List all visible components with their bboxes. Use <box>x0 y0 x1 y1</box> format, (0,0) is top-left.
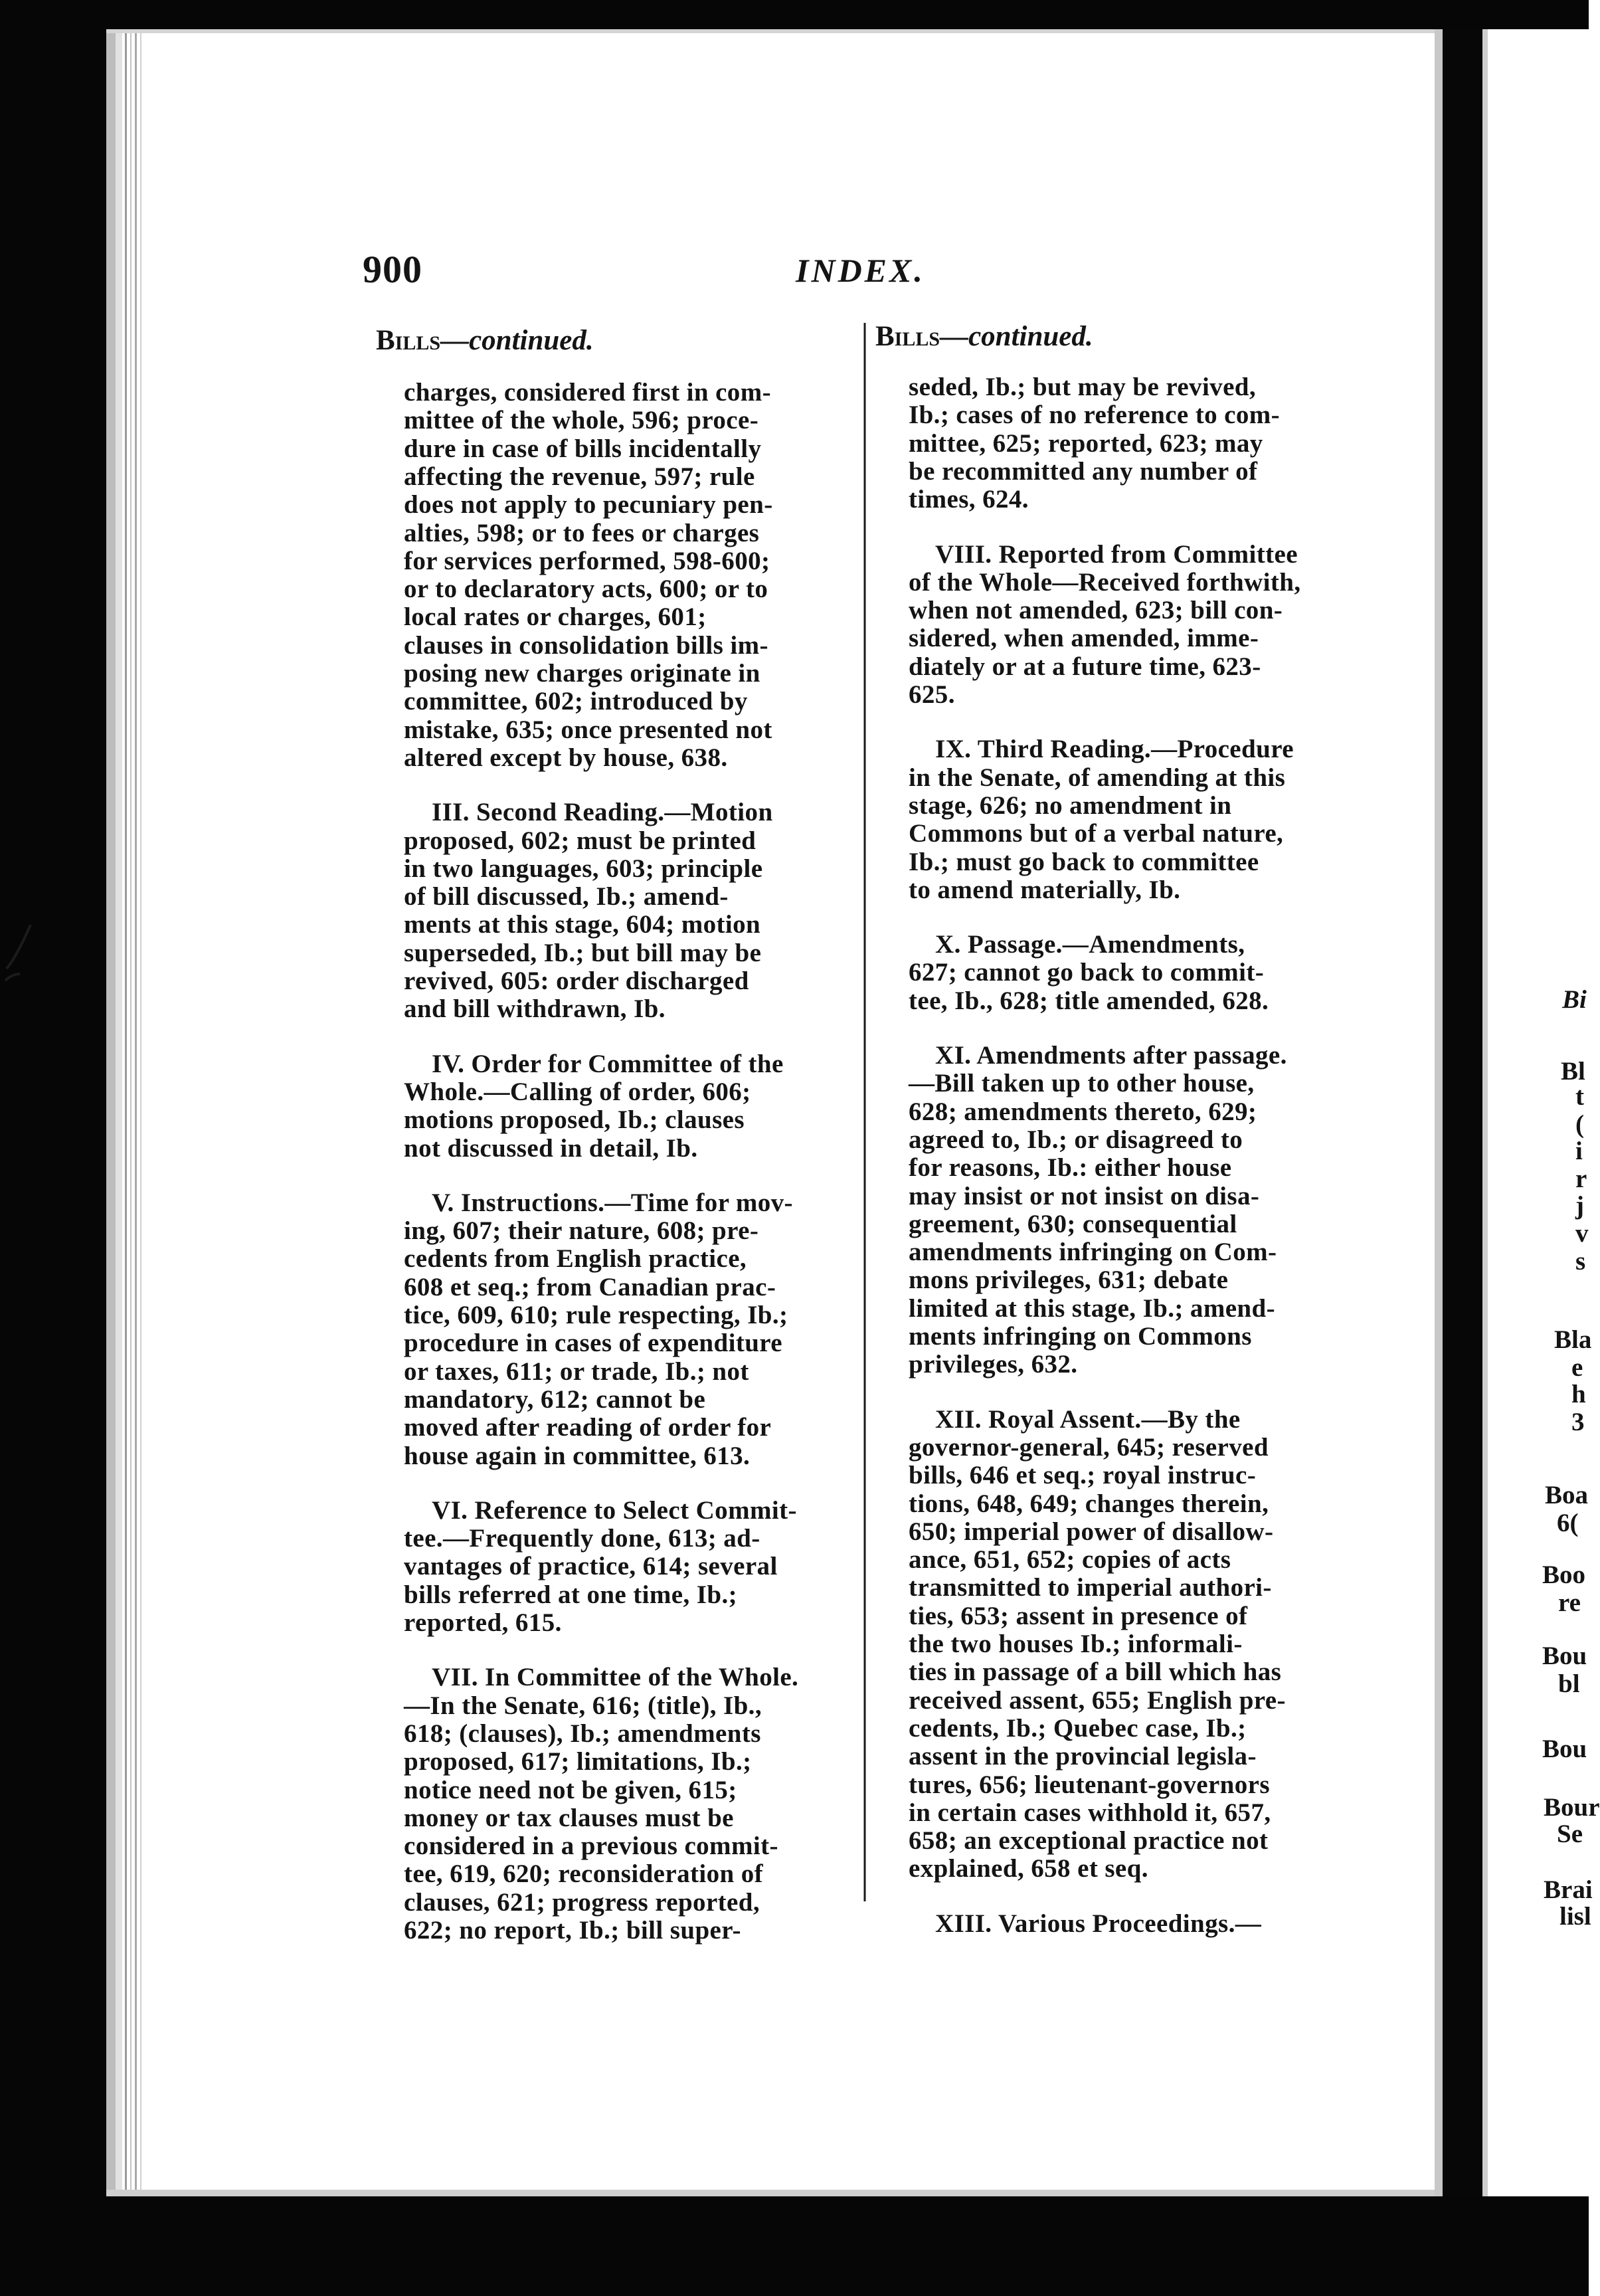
left-column-line: mistake, 635; once presented not <box>404 715 772 744</box>
left-column-line: VI. Reference to Select Commit- <box>432 1495 797 1525</box>
left-column-line: VII. In Committee of the Whole. <box>432 1663 799 1692</box>
right-column-line: the two houses Ib.; informali- <box>909 1630 1243 1658</box>
right-column-line: privileges, 632. <box>909 1350 1078 1379</box>
right-column-line: in certain cases withhold it, 657, <box>909 1798 1271 1827</box>
left-dark-border <box>0 0 106 2296</box>
facing-page-fragment: bl <box>1558 1670 1580 1698</box>
right-column-line: may insist or not insist on disa- <box>909 1181 1260 1210</box>
facing-page-fragment: Boo <box>1542 1561 1586 1589</box>
right-column-line: XII. Royal Assent.—By the <box>935 1404 1241 1434</box>
left-column-line: bills referred at one time, Ib.; <box>404 1580 738 1609</box>
left-column-line: or taxes, 611; or trade, Ib.; not <box>404 1357 749 1386</box>
left-column-line: charges, considered first in com- <box>404 378 771 407</box>
facing-page-fragment: j <box>1575 1191 1584 1220</box>
right-column-line: stage, 626; no amendment in <box>909 791 1232 820</box>
left-column-line: superseded, Ib.; but bill may be <box>404 938 762 967</box>
facing-page-fragment: Brai <box>1544 1875 1593 1904</box>
facing-page-fragment: r <box>1575 1165 1587 1193</box>
top-dark-border <box>0 0 1589 29</box>
right-column-line: tures, 656; lieutenant-governors <box>909 1770 1270 1799</box>
right-column-line: —Bill taken up to other house, <box>909 1069 1255 1098</box>
left-column-line: committee, 602; introduced by <box>404 687 748 716</box>
right-column-line: transmitted to imperial authori- <box>909 1573 1272 1602</box>
left-column-line: of bill discussed, Ib.; amend- <box>404 882 729 911</box>
right-column-line: of the Whole—Received forthwith, <box>909 567 1301 597</box>
left-column-line: alties, 598; or to fees or charges <box>404 518 760 547</box>
right-column-line: 625. <box>909 680 955 709</box>
facing-page-fragment: s <box>1575 1247 1586 1276</box>
left-column-line: considered in a previous commit- <box>404 1832 778 1861</box>
left-column-line: ments at this stage, 604; motion <box>404 910 761 939</box>
right-column-line: seded, Ib.; but may be revived, <box>909 373 1257 401</box>
page-number: 900 <box>363 248 422 291</box>
facing-page-fragment: t <box>1575 1082 1584 1111</box>
left-running-head <box>376 324 594 357</box>
right-column-line: ments infringing on Commons <box>909 1322 1252 1351</box>
right-column-line: agreed to, Ib.; or disagreed to <box>909 1125 1243 1154</box>
right-column-line: diately or at a future time, 623- <box>909 652 1261 681</box>
right-column-line: explained, 658 et seq. <box>909 1854 1148 1883</box>
left-column-line: or to declaratory acts, 600; or to <box>404 575 768 604</box>
left-column-line: IV. Order for Committee of the <box>432 1049 784 1078</box>
facing-page-fragment: i <box>1575 1137 1583 1165</box>
left-column-line: tice, 609, 610; rule respecting, Ib.; <box>404 1301 788 1329</box>
left-column-line: revived, 605: order discharged <box>404 967 749 995</box>
facing-page-fragment: h <box>1571 1380 1586 1408</box>
right-column-line: 658; an exceptional practice not <box>909 1826 1269 1856</box>
left-column-line: for services performed, 598-600; <box>404 546 770 575</box>
right-column-line: for reasons, Ib.: either house <box>909 1153 1232 1183</box>
right-column-line: 627; cannot go back to commit- <box>909 958 1265 987</box>
left-column-line: proposed, 602; must be printed <box>404 826 756 855</box>
left-column-line: 608 et seq.; from Canadian prac- <box>404 1272 776 1301</box>
left-column-line: ing, 607; their nature, 608; pre- <box>404 1216 759 1246</box>
right-column-line: sidered, when amended, imme- <box>909 624 1259 653</box>
right-column-line: Ib.; must go back to committee <box>909 847 1259 876</box>
left-column-line: mittee of the whole, 596; proce- <box>404 406 759 435</box>
right-column-line: X. Passage.—Amendments, <box>935 930 1245 959</box>
right-running-head <box>875 320 1093 353</box>
right-column-line: cedents, Ib.; Quebec case, Ib.; <box>909 1713 1247 1743</box>
facing-page-fragment: Bou <box>1542 1642 1587 1670</box>
right-column-line: ties in passage of a bill which has <box>909 1658 1282 1687</box>
facing-page-fragment: Bl <box>1561 1057 1585 1086</box>
left-column-line: clauses, 621; progress reported, <box>404 1887 760 1917</box>
left-column-line: tee, 619, 620; reconsideration of <box>404 1860 764 1889</box>
right-column-line: limited at this stage, Ib.; amend- <box>909 1293 1276 1323</box>
left-column-line: procedure in cases of expenditure <box>404 1329 783 1358</box>
right-column-line: greement, 630; consequential <box>909 1209 1237 1238</box>
right-column-line: VIII. Reported from Committee <box>935 539 1298 569</box>
left-column-line: notice need not be given, 615; <box>404 1775 737 1804</box>
right-column-line: times, 624. <box>909 485 1029 514</box>
facing-page-fragment: lisl <box>1559 1902 1591 1931</box>
right-column-line: governor-general, 645; reserved <box>909 1432 1269 1462</box>
left-column-line: local rates or charges, 601; <box>404 603 707 632</box>
facing-page-fragment: Boa <box>1545 1481 1589 1509</box>
left-column-line: reported, 615. <box>404 1608 562 1637</box>
right-column-line: 650; imperial power of disallow- <box>909 1517 1274 1546</box>
left-column-line: —In the Senate, 616; (title), Ib., <box>404 1691 762 1720</box>
right-column-line: in the Senate, of amending at this <box>909 763 1286 792</box>
left-column-line: clauses in consolidation bills im- <box>404 630 768 660</box>
right-column-line: be recommitted any number of <box>909 456 1258 486</box>
facing-page-fragment: v <box>1575 1219 1589 1248</box>
right-column-line: ties, 653; assent in presence of <box>909 1601 1248 1630</box>
facing-page-fragment: 6( <box>1557 1509 1579 1537</box>
facing-page-fragment: Bour <box>1544 1793 1600 1822</box>
right-column-line: to amend materially, Ib. <box>909 875 1181 904</box>
facing-page-fragment: Bla <box>1554 1325 1592 1354</box>
left-column-line: and bill withdrawn, Ib. <box>404 995 666 1024</box>
left-column-line: V. Instructions.—Time for mov- <box>432 1188 793 1217</box>
bottom-dark-border <box>0 2196 1589 2296</box>
facing-page-fragment: Se <box>1557 1820 1583 1848</box>
left-column-line: moved after reading of order for <box>404 1413 772 1442</box>
left-column-line: does not apply to pecuniary pen- <box>404 490 773 520</box>
left-running-head-label: Bills <box>376 325 441 356</box>
right-column-line: tions, 648, 649; changes therein, <box>909 1489 1269 1518</box>
right-column-line: when not amended, 623; bill con- <box>909 596 1283 625</box>
left-column-line: money or tax clauses must be <box>404 1803 734 1832</box>
right-column-line: assent in the provincial legisla- <box>909 1742 1257 1771</box>
facing-page-fragment: Bou <box>1542 1735 1587 1763</box>
page-title: INDEX. <box>796 252 925 289</box>
gutter-dark-band <box>1443 29 1482 2196</box>
left-column-line: III. Second Reading.—Motion <box>432 798 773 827</box>
right-column-line: tee, Ib., 628; title amended, 628. <box>909 986 1269 1015</box>
right-column-line: XI. Amendments after passage. <box>935 1041 1287 1070</box>
right-column-line: bills, 646 et seq.; royal instruc- <box>909 1461 1257 1490</box>
right-column-line: mons privileges, 631; debate <box>909 1266 1229 1295</box>
facing-page-fragment: ( <box>1575 1110 1584 1139</box>
left-column-line: mandatory, 612; cannot be <box>404 1385 706 1414</box>
right-column-line: Commons but of a verbal nature, <box>909 819 1284 848</box>
facing-page-fragment: Bi <box>1562 985 1587 1014</box>
left-column-line: in two languages, 603; principle <box>404 854 763 883</box>
left-running-head-continued: —continued. <box>440 325 594 356</box>
left-column-line: Whole.—Calling of order, 606; <box>404 1077 751 1106</box>
left-column-line: 622; no report, Ib.; bill super- <box>404 1916 741 1945</box>
left-column-line: house again in committee, 613. <box>404 1441 751 1470</box>
left-column-line: motions proposed, Ib.; clauses <box>404 1105 745 1135</box>
right-column-line: amendments infringing on Com- <box>909 1238 1277 1267</box>
facing-page-fragment: 3 <box>1571 1408 1585 1436</box>
left-column-line: vantages of practice, 614; several <box>404 1552 778 1581</box>
facing-page-fragment: re <box>1558 1588 1581 1617</box>
right-column-line: IX. Third Reading.—Procedure <box>935 735 1294 764</box>
right-running-head-label: Bills <box>875 321 940 352</box>
right-column-line: received assent, 655; English pre- <box>909 1685 1286 1715</box>
right-column-line: 628; amendments thereto, 629; <box>909 1097 1257 1126</box>
left-column-line: posing new charges originate in <box>404 659 760 688</box>
right-running-head-continued: —continued. <box>940 321 1093 352</box>
right-column-line: XIII. Various Proceedings.— <box>935 1909 1262 1938</box>
left-column-line: tee.—Frequently done, 613; ad- <box>404 1524 760 1553</box>
left-column-line: altered except by house, 638. <box>404 743 728 772</box>
facing-page-fragment: e <box>1571 1353 1583 1382</box>
right-column-line: mittee, 625; reported, 623; may <box>909 429 1263 458</box>
left-column-line: cedents from English practice, <box>404 1244 747 1274</box>
left-column-line: 618; (clauses), Ib.; amendments <box>404 1719 761 1748</box>
right-column-line: Ib.; cases of no reference to com- <box>909 401 1281 430</box>
left-column-line: proposed, 617; limitations, Ib.; <box>404 1747 752 1776</box>
left-column-line: dure in case of bills incidentally <box>404 434 762 463</box>
left-column-line: not discussed in detail, Ib. <box>404 1133 698 1163</box>
right-column-line: ance, 651, 652; copies of acts <box>909 1545 1231 1575</box>
left-column-line: affecting the revenue, 597; rule <box>404 462 755 491</box>
